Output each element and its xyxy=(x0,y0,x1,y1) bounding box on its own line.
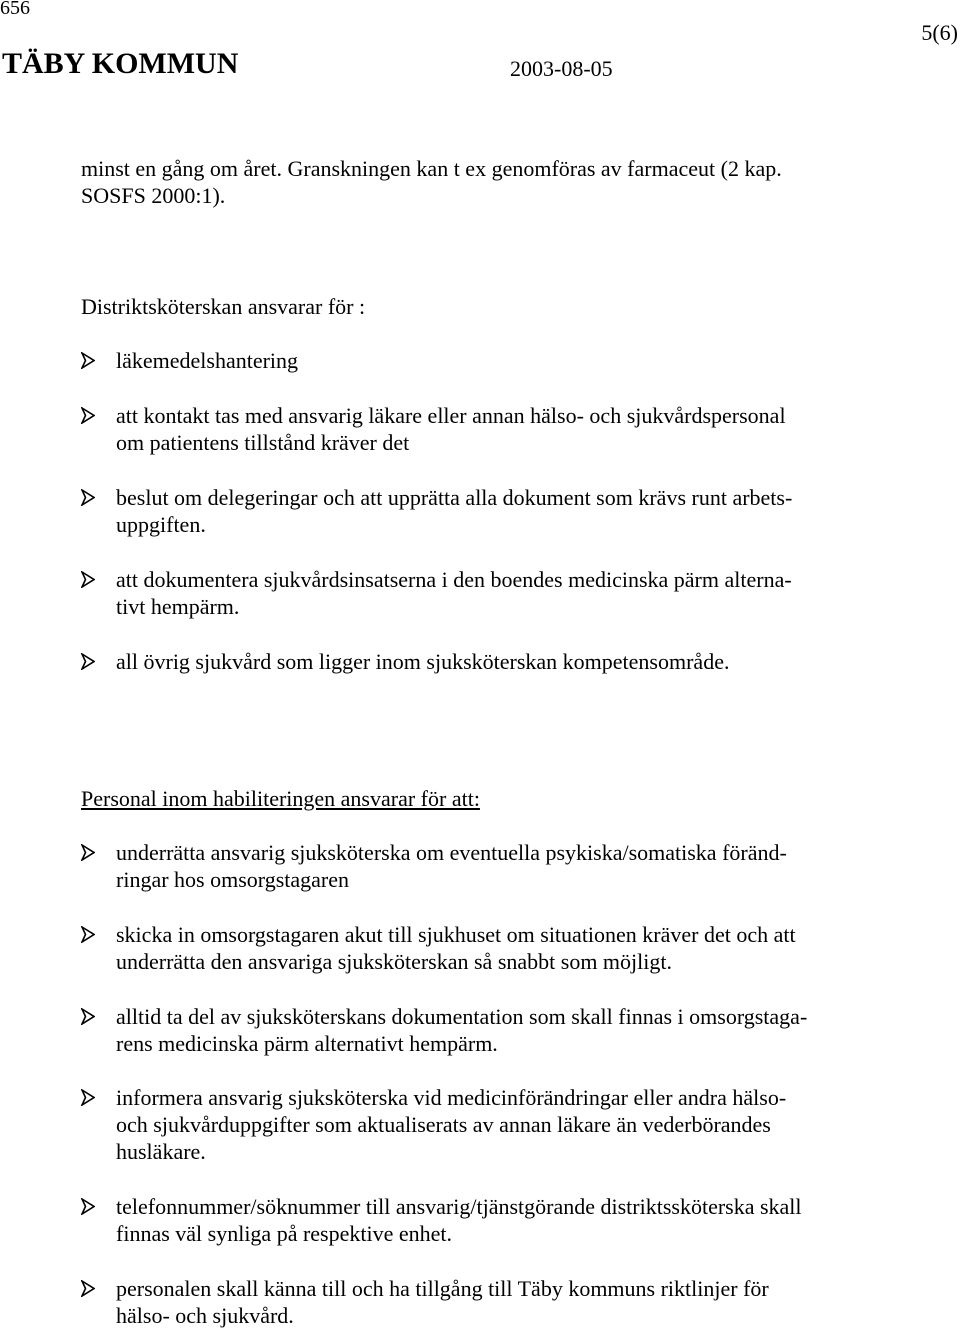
text-line: SOSFS 2000:1). xyxy=(81,183,226,208)
page-of-indicator: 5(6) xyxy=(921,20,958,45)
list-item-line: läkemedelshantering xyxy=(116,348,299,373)
arrowhead-bullet-icon xyxy=(81,571,95,588)
organization-name: TÄBY KOMMUN xyxy=(2,47,239,80)
arrowhead-bullet-icon xyxy=(81,1280,95,1297)
arrowhead-bullet-icon xyxy=(81,844,95,861)
list-item-line: underrätta den ansvariga sjuksköterskan så snabbt som möjligt. xyxy=(116,949,672,974)
list-item-line: hälso- och sjukvård. xyxy=(116,1303,294,1328)
list-item xyxy=(81,921,901,975)
list-item xyxy=(81,566,901,620)
list-item xyxy=(81,484,901,538)
arrowhead-bullet-icon xyxy=(81,407,95,424)
section-heading-habilitation-staff: Personal inom habiliteringen ansvarar för att: xyxy=(81,786,480,811)
arrowhead-bullet-icon xyxy=(81,1198,95,1215)
list-item-line: alltid ta del av sjuksköterskans dokumentation som skall finnas i omsorgstaga- xyxy=(116,1004,808,1029)
arrowhead-bullet-icon xyxy=(81,653,95,670)
list-item-line: finnas väl synliga på respektive enhet. xyxy=(116,1221,453,1246)
list-item-line: uppgiften. xyxy=(116,512,206,537)
list-item-line: husläkare. xyxy=(116,1139,206,1164)
document-date: 2003-08-05 xyxy=(510,56,613,81)
list-item xyxy=(81,1193,901,1247)
list-item xyxy=(81,347,901,374)
list-item-line: tivt hempärm. xyxy=(116,594,240,619)
list-item-line: att dokumentera sjukvårdsinsatserna i den boendes medicinska pärm alterna- xyxy=(116,567,792,592)
list-item-line: telefonnummer/söknummer till ansvarig/tjänstgörande distriktssköterska skall xyxy=(116,1194,802,1219)
list-item xyxy=(81,1275,901,1329)
section-heading-district-nurse: Distriktsköterskan ansvarar för : xyxy=(81,294,366,319)
list-item-line: skicka in omsorgstagaren akut till sjukhuset om situationen kräver det och att xyxy=(116,922,796,947)
arrowhead-bullet-icon xyxy=(81,352,95,369)
list-item xyxy=(81,1003,901,1057)
list-item-line: att kontakt tas med ansvarig läkare eller annan hälso- och sjukvårdspersonal xyxy=(116,403,786,428)
arrowhead-bullet-icon xyxy=(81,1089,95,1106)
page-number: 656 xyxy=(0,0,30,19)
list-item-line: om patientens tillstånd kräver det xyxy=(116,430,410,455)
list-item-line: all övrig sjukvård som ligger inom sjuksköterskan kompetensområde. xyxy=(116,649,730,674)
arrowhead-bullet-icon xyxy=(81,926,95,943)
list-item xyxy=(81,648,901,675)
list-item-line: ringar hos omsorgstagaren xyxy=(116,867,349,892)
text-line: minst en gång om året. Granskningen kan t ex genomföras av farmaceut (2 kap. xyxy=(81,156,782,181)
intro-paragraph xyxy=(81,155,901,209)
list-item-line: personalen skall känna till och ha tillgång till Täby kommuns riktlinjer för xyxy=(116,1276,769,1301)
list-item-line: informera ansvarig sjuksköterska vid medicinförändringar eller andra hälso- xyxy=(116,1085,787,1110)
list-item-line: underrätta ansvarig sjuksköterska om eventuella psykiska/somatiska föränd- xyxy=(116,840,787,865)
list-item-line: rens medicinska pärm alternativt hempärm. xyxy=(116,1031,498,1056)
arrowhead-bullet-icon xyxy=(81,489,95,506)
list-item xyxy=(81,839,901,893)
list-item xyxy=(81,402,901,456)
list-item-line: beslut om delegeringar och att upprätta alla dokument som krävs runt arbets- xyxy=(116,485,793,510)
list-item-line: och sjukvårduppgifter som aktualiserats av annan läkare än vederbörandes xyxy=(116,1112,771,1137)
list-item xyxy=(81,1084,901,1165)
arrowhead-bullet-icon xyxy=(81,1008,95,1025)
